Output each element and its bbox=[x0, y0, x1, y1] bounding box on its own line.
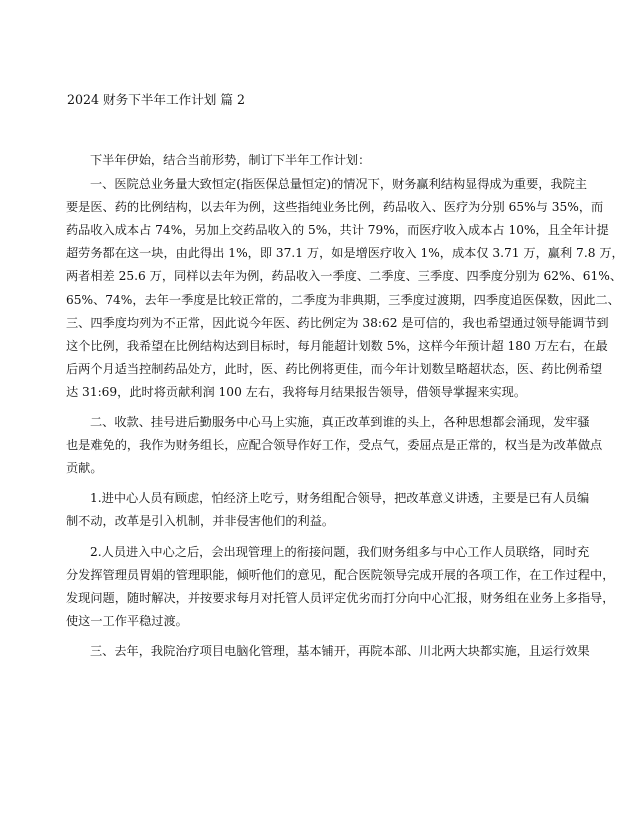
paragraph-line: 两者相差 25.6 万，同样以去年为例，药品收入一季度、二季度、三季度、四季度分别为 62%、61%、 bbox=[66, 269, 623, 284]
paragraph-section-2 bbox=[66, 411, 603, 480]
paragraph-line: 超劳务都在这一块，由此得出 1%，即 37.1 万，如是增医疗收入 1%，成本仅 3.71 万，赢利 7.8 万， bbox=[66, 246, 624, 261]
paragraph-line: 2.人员进入中心之后，会出现管理上的衔接问题，我们财务组多与中心工作人员联络，同时充 bbox=[90, 544, 590, 559]
paragraph-line: 制不动，改革是引入机制，并非侵害他们的利益。 bbox=[66, 514, 335, 529]
paragraph-item-1 bbox=[66, 487, 590, 533]
document-body bbox=[66, 149, 624, 670]
paragraph-intro bbox=[90, 149, 550, 172]
paragraph-line: 贡献。 bbox=[66, 461, 103, 476]
paragraph-line: 这个比例，我希望在比例结构达到目标时，每月能超计划数 5%，这样今年预计超 180 万左右，在最 bbox=[66, 338, 608, 353]
paragraph-line: 1.进中心人员有顾虑，怕经济上吃亏，财务组配合领导，把改革意义讲透，主要是已有人员编 bbox=[90, 491, 590, 506]
paragraph-line: 三、四季度均列为不正常，因此说今年医、药比例定为 38:62 是可信的，我也希望通过领导能调节到 bbox=[66, 315, 609, 330]
paragraph-line: 二、收款、挂号进后勤服务中心马上实施，真正改革到谁的头上，各种思想都会涌现，发牢骚 bbox=[90, 415, 590, 430]
paragraph-item-2 bbox=[66, 541, 615, 633]
paragraph-line: 后两个月适当控制药品处方，此时，医、药比例将更佳，而今年计划数呈略超状态，医、药比例希望 bbox=[66, 361, 603, 376]
paragraph-line: 使这一工作平稳过渡。 bbox=[66, 613, 188, 628]
paragraph-section-1 bbox=[66, 173, 624, 404]
document-title: 2024 财务下半年工作计划 篇 2 bbox=[67, 92, 246, 107]
paragraph-section-3 bbox=[90, 640, 590, 663]
paragraph-line: 65%、74%，去年一季度是比较正常的，二季度为非典期，三季度过渡期，四季度追医保数，因此二、 bbox=[66, 292, 620, 307]
paragraph-line: 也是难免的，我作为财务组长，应配合领导作好工作，受点气，委屈点是正常的，权当是为改革做点 bbox=[66, 438, 603, 453]
paragraph-line: 发现问题，随时解决，并按要求每月对托管人员评定优劣而打分向中心汇报，财务组在业务上多指导， bbox=[66, 590, 615, 605]
paragraph-line: 三、去年，我院治疗项目电脑化管理，基本铺开，再院本部、川北两大块都实施，且运行效果 bbox=[90, 643, 590, 658]
paragraph-line: 药品收入成本占 74%，另加上交药品收入的 5%，共计 79%，而医疗收入成本占 10%，且全年计提 bbox=[66, 223, 609, 238]
paragraph-line: 分发挥管理员胃娟的管理职能，倾听他们的意见，配合医院领导完成开展的各项工作，在工作过程中， bbox=[66, 567, 615, 582]
paragraph-line: 要是医、药的比例结构，以去年为例，这些指纯业务比例，药品收入、医疗为分别 65%与 35%，而 bbox=[66, 200, 604, 215]
paragraph-line: 一、医院总业务量大致恒定(指医保总量恒定)的情况下，财务赢利结构显得成为重要，我院主 bbox=[90, 177, 588, 192]
paragraph-line: 达 31:69，此时将贡献利润 100 左右，我将每月结果报告领导，借领导掌握来实现。 bbox=[66, 384, 527, 399]
paragraph-line: 下半年伊始，结合当前形势，制订下半年工作计划： bbox=[90, 153, 371, 167]
